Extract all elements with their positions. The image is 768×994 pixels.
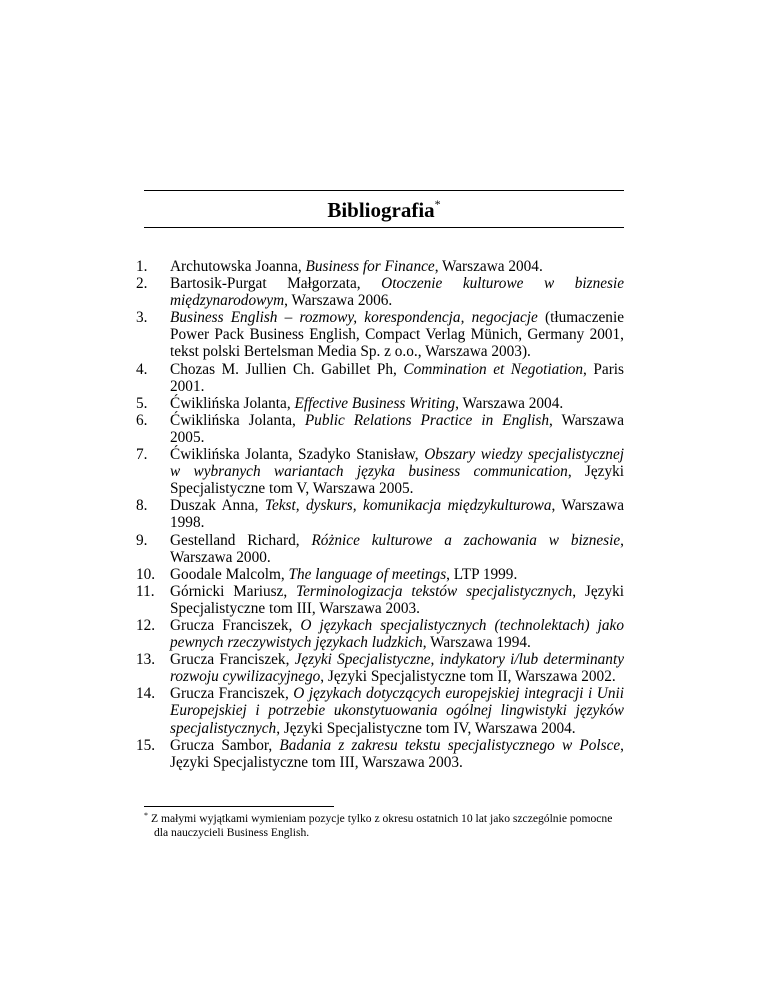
- title-footnote-marker: *: [434, 197, 441, 211]
- entry-title: Effective Business Writing: [294, 394, 456, 412]
- entry-title: Otoczenie kulturowe w biznesie międzynarodowym: [170, 275, 624, 310]
- bibliography-list: [136, 258, 624, 771]
- entry-author: Ćwiklińska Jolanta,: [170, 411, 305, 429]
- entry-details: , Warszawa 2004.: [455, 394, 564, 412]
- entry-author: Górnicki Mariusz,: [170, 582, 296, 600]
- entry-author: Duszak Anna,: [170, 497, 265, 515]
- entry-details: , Warszawa 1994.: [422, 634, 531, 652]
- entry-title: Business English – rozmowy, korespondencja, negocjacje: [170, 309, 538, 327]
- bibliography-entry: [136, 685, 624, 736]
- entry-number: 1.: [136, 258, 148, 275]
- entry-author: Bartosik-Purgat Małgorzata,: [170, 275, 382, 293]
- bibliography-entry: [136, 566, 624, 583]
- footnote-marker: *: [144, 811, 148, 820]
- entry-author: Chozas M. Jullien Ch. Gabillet Ph,: [170, 360, 404, 378]
- entry-details: , Warszawa 2006.: [284, 292, 393, 310]
- entry-title: O językach dotyczących europejskiej integracji i Unii Europejskiej i potrzebie ukonstytuowania ogólnej lingwistyki języków specjalistycznych: [170, 685, 624, 737]
- title-bottom-rule: [144, 227, 624, 228]
- entry-details: , Języki Specjalistyczne tom III, Warszawa 2003.: [170, 736, 624, 771]
- bibliography-entry: [136, 617, 624, 651]
- entry-details: (tłumaczenie Power Pack Business English, Compact Verlag Münich, Germany 2001, tekst polski Bertelsman Media Sp. z o.o., Warszawa 2003).: [170, 309, 624, 361]
- entry-number: 3.: [136, 309, 148, 327]
- entry-number: 5.: [136, 394, 148, 412]
- entry-details: , Warszawa 2004.: [434, 258, 543, 275]
- entry-number: 10.: [136, 565, 156, 583]
- entry-title: O językach specjalistycznych (technolektach) jako pewnych rzeczywistych językach ludzkich: [170, 616, 624, 652]
- entry-number: 7.: [136, 446, 148, 464]
- bibliography-entry: [136, 412, 624, 446]
- bibliography-entry: [136, 583, 624, 617]
- entry-number: 11.: [136, 582, 155, 600]
- bibliography-entry: [136, 275, 624, 309]
- entry-author: Grucza Franciszek,: [170, 685, 294, 703]
- entry-title: Terminologizacja tekstów specjalistycznych: [296, 582, 573, 600]
- entry-title: The language of meetings: [288, 565, 447, 583]
- entry-author: Grucza Sambor,: [170, 736, 280, 754]
- entry-title: Public Relations Practice in English: [304, 411, 549, 429]
- entry-details: , Języki Specjalistyczne tom II, Warszawa 2002.: [320, 668, 616, 686]
- bibliography-entry: [136, 258, 624, 275]
- entry-details: , Języki Specjalistyczne tom V, Warszawa 2005.: [170, 463, 624, 498]
- entry-author: Gestelland Richard,: [170, 531, 312, 549]
- entry-number: 14.: [136, 685, 156, 703]
- entry-title: Obszary wiedzy specjalistycznej w wybranych wariantach języka business communication: [170, 446, 624, 481]
- entry-author: Ćwiklińska Jolanta,: [170, 394, 295, 412]
- bibliography-entry: [136, 446, 624, 497]
- entry-title: Commination et Negotiation: [403, 360, 584, 378]
- entry-author: Goodale Malcolm,: [170, 565, 289, 583]
- entry-title: Języki Specjalistyczne, indykatory i/lub determinanty rozwoju cywilizacyjnego: [170, 651, 624, 686]
- page-title: [144, 196, 624, 224]
- entry-details: , LTP 1999.: [446, 565, 518, 583]
- entry-title: Tekst, dyskurs, komunikacja międzykulturowa: [264, 497, 552, 515]
- bibliography-entry: [136, 361, 624, 395]
- entry-number: 12.: [136, 616, 156, 634]
- entry-number: 4.: [136, 360, 148, 378]
- entry-details: , Języki Specjalistyczne tom III, Warszawa 2003.: [170, 582, 624, 617]
- entry-details: , Warszawa 1998.: [170, 497, 624, 532]
- entry-author: Grucza Franciszek,: [170, 651, 295, 669]
- entry-number: 15.: [136, 736, 156, 754]
- entry-number: 9.: [136, 531, 148, 549]
- entry-details: , Języki Specjalistyczne tom IV, Warszawa 2004.: [276, 719, 576, 737]
- entry-author: Grucza Franciszek,: [170, 616, 301, 634]
- entry-number: 13.: [136, 651, 156, 669]
- bibliography-entry: [136, 651, 624, 685]
- entry-title: Badania z zakresu tekstu specjalistycznego w Polsce: [279, 736, 621, 754]
- bibliography-entry: [136, 309, 624, 360]
- bibliography-entry: [136, 497, 624, 531]
- page-title-text: Bibliografia: [327, 198, 435, 222]
- entry-details: , Warszawa 2005.: [170, 411, 624, 446]
- entry-author: Archutowska Joanna,: [170, 258, 306, 275]
- entry-title: Różnice kulturowe a zachowania w biznesie: [311, 531, 621, 549]
- entry-details: , Paris 2001.: [170, 360, 625, 395]
- entry-details: , Warszawa 2000.: [170, 531, 624, 566]
- footnote: [144, 812, 624, 840]
- footnote-rule: [144, 806, 334, 807]
- entry-author: Ćwiklińska Jolanta, Szadyko Stanisław,: [170, 446, 425, 464]
- bibliography-entry: [136, 532, 624, 566]
- entry-title: Business for Finance: [305, 258, 435, 275]
- entry-number: 2.: [136, 275, 148, 293]
- entry-number: 6.: [136, 411, 148, 429]
- title-top-rule: [144, 190, 624, 191]
- bibliography-entry: [136, 737, 624, 771]
- footnote-text: Z małymi wyjątkami wymieniam pozycje tylko z okresu ostatnich 10 lat jako szczególnie pomocne dla nauczycieli Business English.: [151, 812, 613, 839]
- entry-number: 8.: [136, 497, 148, 515]
- footnote-text-block: [144, 812, 624, 840]
- bibliography-entry: [136, 395, 624, 412]
